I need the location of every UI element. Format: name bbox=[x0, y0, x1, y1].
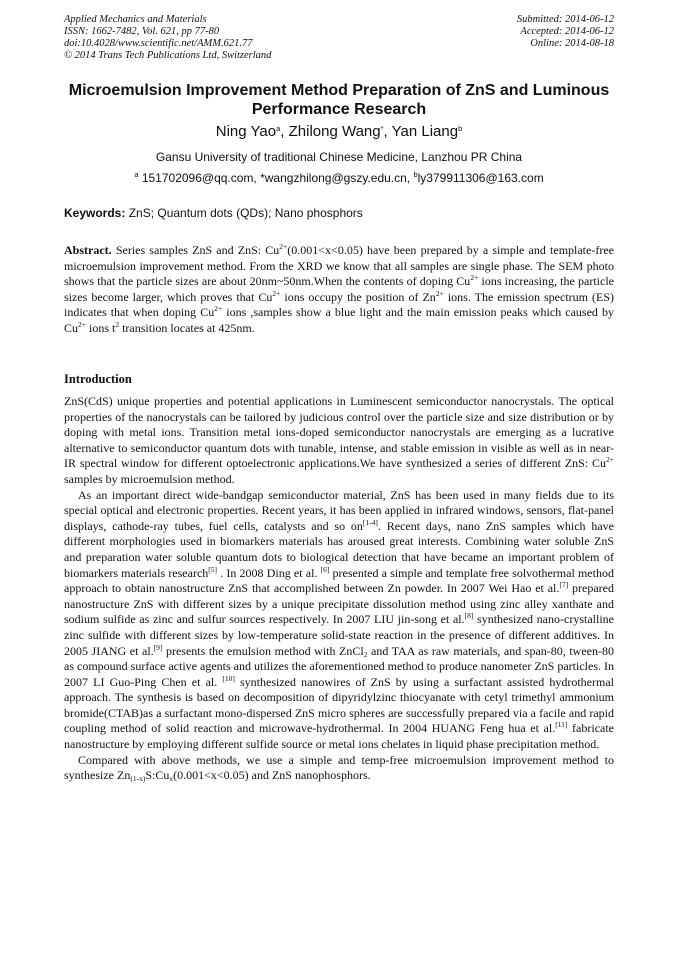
paragraph-text: (0.001<x<0.05) and ZnS nanophosphors. bbox=[173, 768, 371, 783]
citation[interactable]: [11] bbox=[555, 720, 568, 730]
paragraph-text: As an important direct wide-bandgap semiconductor material, ZnS has been used in many fields due to its special optical and electronic properties. Recent years, it has been applied in infrared windows, sensors, flat-panel displays, cathode-ray tubes, fuel cells, catalysts and so on bbox=[64, 487, 614, 533]
email-mark: a bbox=[134, 170, 139, 179]
paragraph-text: . Recent days, nano ZnS samples which have different morphologies used in biomarkers materials has aroused great interests. Combining water soluble ZnS and preparation water soluble quantum dots to biological detection that have became an important problem of biomarkers materials research bbox=[64, 518, 614, 580]
superscript: 2+ bbox=[279, 242, 288, 251]
paragraph-text: S:Cu bbox=[145, 768, 170, 783]
author-name: Ning Yao bbox=[215, 123, 277, 140]
paragraph-text: and TAA as raw materials, and span-80, tween-80 as compound surface active agents and utilizes the aforementioned method to produce nanometer ZnS particles. In 2007 LI Guo-Ping Chen et al. bbox=[64, 643, 614, 689]
superscript: 2+ bbox=[470, 273, 479, 283]
superscript: 2+ bbox=[435, 288, 444, 298]
citation[interactable]: [7] bbox=[559, 580, 569, 590]
keywords-text: ZnS; Quantum dots (QDs); Nano phosphors bbox=[125, 206, 363, 220]
citation[interactable]: [9] bbox=[153, 642, 163, 652]
abstract-text: ions t bbox=[86, 320, 116, 335]
paragraph bbox=[64, 394, 614, 488]
citation[interactable]: [10] bbox=[222, 673, 235, 683]
paper-title: Microemulsion Improvement Method Preparation of ZnS and Luminous Performance Research bbox=[68, 82, 610, 118]
author-list bbox=[40, 123, 638, 141]
paragraph-text: presented a simple and template free solvothermal method approach to obtain nanostructure ZnS that accomplished between Zn powder. In 2007 Wei Hao et al. bbox=[64, 565, 614, 596]
keywords bbox=[64, 206, 363, 221]
paragraph-text: prepared nanostructure ZnS with different sizes by a unique precipitate dissolution method using zinc alley xanthate and sodium sulfide as zinc and sulfur sources respectively. In 2007 LIU jin-song et al. bbox=[64, 581, 614, 627]
paragraph-text: Compared with above methods, we use a simple and temp-free microemulsion improvement method to synthesize Zn bbox=[64, 752, 614, 783]
journal-name: Applied Mechanics and Materials bbox=[64, 14, 207, 25]
online-date: Online: 2014-08-18 bbox=[530, 38, 614, 49]
citation[interactable]: [5] bbox=[208, 564, 218, 574]
accepted-date: Accepted: 2014-06-12 bbox=[520, 26, 614, 37]
superscript: 2+ bbox=[78, 319, 86, 329]
citation[interactable]: [8] bbox=[464, 611, 474, 621]
email-address[interactable]: ly379911306@163.com bbox=[417, 171, 544, 185]
subscript: x bbox=[169, 774, 174, 784]
introduction-body bbox=[64, 394, 614, 784]
abstract-text: ions ,samples show a blue light and the main emission peaks which caused by Cu bbox=[64, 305, 614, 335]
superscript: 2+ bbox=[214, 304, 223, 314]
section-heading-introduction: Introduction bbox=[64, 372, 132, 386]
abstract-label: Abstract. bbox=[64, 243, 112, 257]
issn-line: ISSN: 1662-7482, Vol. 621, pp 77-80 bbox=[64, 26, 220, 37]
author-name: Zhilong Wang bbox=[288, 123, 381, 140]
paragraph-text: fabricate nanostructure by employing different sulfide source or metal ions chelates in liquid phase precipitation method. bbox=[64, 721, 615, 752]
copyright-line: © 2014 Trans Tech Publications Ltd, Switzerland bbox=[64, 50, 272, 61]
submitted-date: Submitted: 2014-06-12 bbox=[516, 14, 614, 25]
abstract-text: ions increasing, the particle sizes become larger, which proves that Cu bbox=[64, 274, 614, 304]
paragraph bbox=[64, 488, 614, 753]
paragraph-text: ZnS(CdS) unique properties and potential applications in Luminescent semiconductor nanocrystals. The optical properties of the nanocrystals can be tailored by judicious control over the particle size and size distribution or by doping with metal ions. Transition metal ions-doped semiconductor nanocrystals are emerging as a lucrative alternative to semiconductor quantum dots with tunable, intense, and stable emission in visible as well as in near-IR spectral window for different optoelectronic applications.We have synthesized a series of different ZnS: Cu bbox=[64, 394, 614, 471]
author-separator: , bbox=[383, 123, 392, 140]
author-separator: , bbox=[280, 123, 289, 140]
paragraph-text: . In 2008 Ding et al. bbox=[217, 565, 321, 580]
subscript: (1-x) bbox=[130, 774, 146, 784]
paragraph bbox=[64, 753, 614, 784]
email-mark: b bbox=[413, 170, 418, 179]
corresponding-author-mark: * bbox=[380, 124, 384, 133]
abstract bbox=[64, 243, 614, 337]
abstract-text: ions occupy the position of Zn bbox=[280, 289, 436, 304]
citation[interactable]: [1-4] bbox=[362, 517, 378, 527]
keywords-label: Keywords: bbox=[64, 206, 126, 220]
paragraph-text: presents the emulsion method with ZnCl bbox=[162, 643, 364, 658]
email-list[interactable]: 151702096@qq.com, *wangzhilong@gszy.edu.cn, bbox=[138, 171, 414, 185]
author-emails bbox=[40, 171, 638, 186]
author-affil-mark: b bbox=[458, 124, 463, 133]
abstract-text: transition locates at 425nm. bbox=[119, 320, 255, 335]
paragraph-text: samples by microemulsion method. bbox=[64, 471, 235, 486]
abstract-text: (0.001<x<0.05) have been prepared by a simple and template-free microemulsion improvement method. From the XRD we know that all samples are single phase. The SEM photo shows that the particle sizes are about 20nm~50nm.When the contents of doping Cu bbox=[64, 243, 614, 289]
citation[interactable]: [6] bbox=[320, 564, 330, 574]
doi-line[interactable]: doi:10.4028/www.scientific.net/AMM.621.77 bbox=[64, 38, 253, 49]
abstract-text: ions. The emission spectrum (ES) indicates that when doping Cu bbox=[64, 289, 614, 320]
journal-info bbox=[64, 14, 271, 62]
superscript: 2+ bbox=[272, 288, 281, 298]
paragraph-text: synthesized nanowires of ZnS by using a surfactant assisted hydrothermal approach. The synthesis is based on decomposition of dipyridylzinc thiocyanate with cetyl trimethyl ammonium bromide(CTAB)as a surfactant mono-dispersed ZnS micro spheres are successfully prepared via a facile and rapid coupling method of solid reaction and microwave-hydrothermal. In 2004 HUANG Feng hua et al. bbox=[64, 674, 614, 736]
superscript: 2 bbox=[115, 319, 120, 329]
superscript: 2+ bbox=[606, 455, 614, 465]
author-name: Yan Liang bbox=[391, 123, 459, 140]
author-affil-mark: a bbox=[276, 124, 281, 133]
abstract-text: Series samples ZnS and ZnS: Cu bbox=[111, 243, 280, 257]
publication-dates bbox=[517, 14, 614, 50]
paragraph-text: synthesized nano-crystalline zinc sulfide with different sizes by low-temperature solid-state reaction in the presence of different additives. In 2005 JIANG et al. bbox=[64, 612, 614, 658]
affiliation: Gansu University of traditional Chinese Medicine, Lanzhou PR China bbox=[155, 150, 523, 164]
subscript: 2 bbox=[363, 649, 368, 659]
